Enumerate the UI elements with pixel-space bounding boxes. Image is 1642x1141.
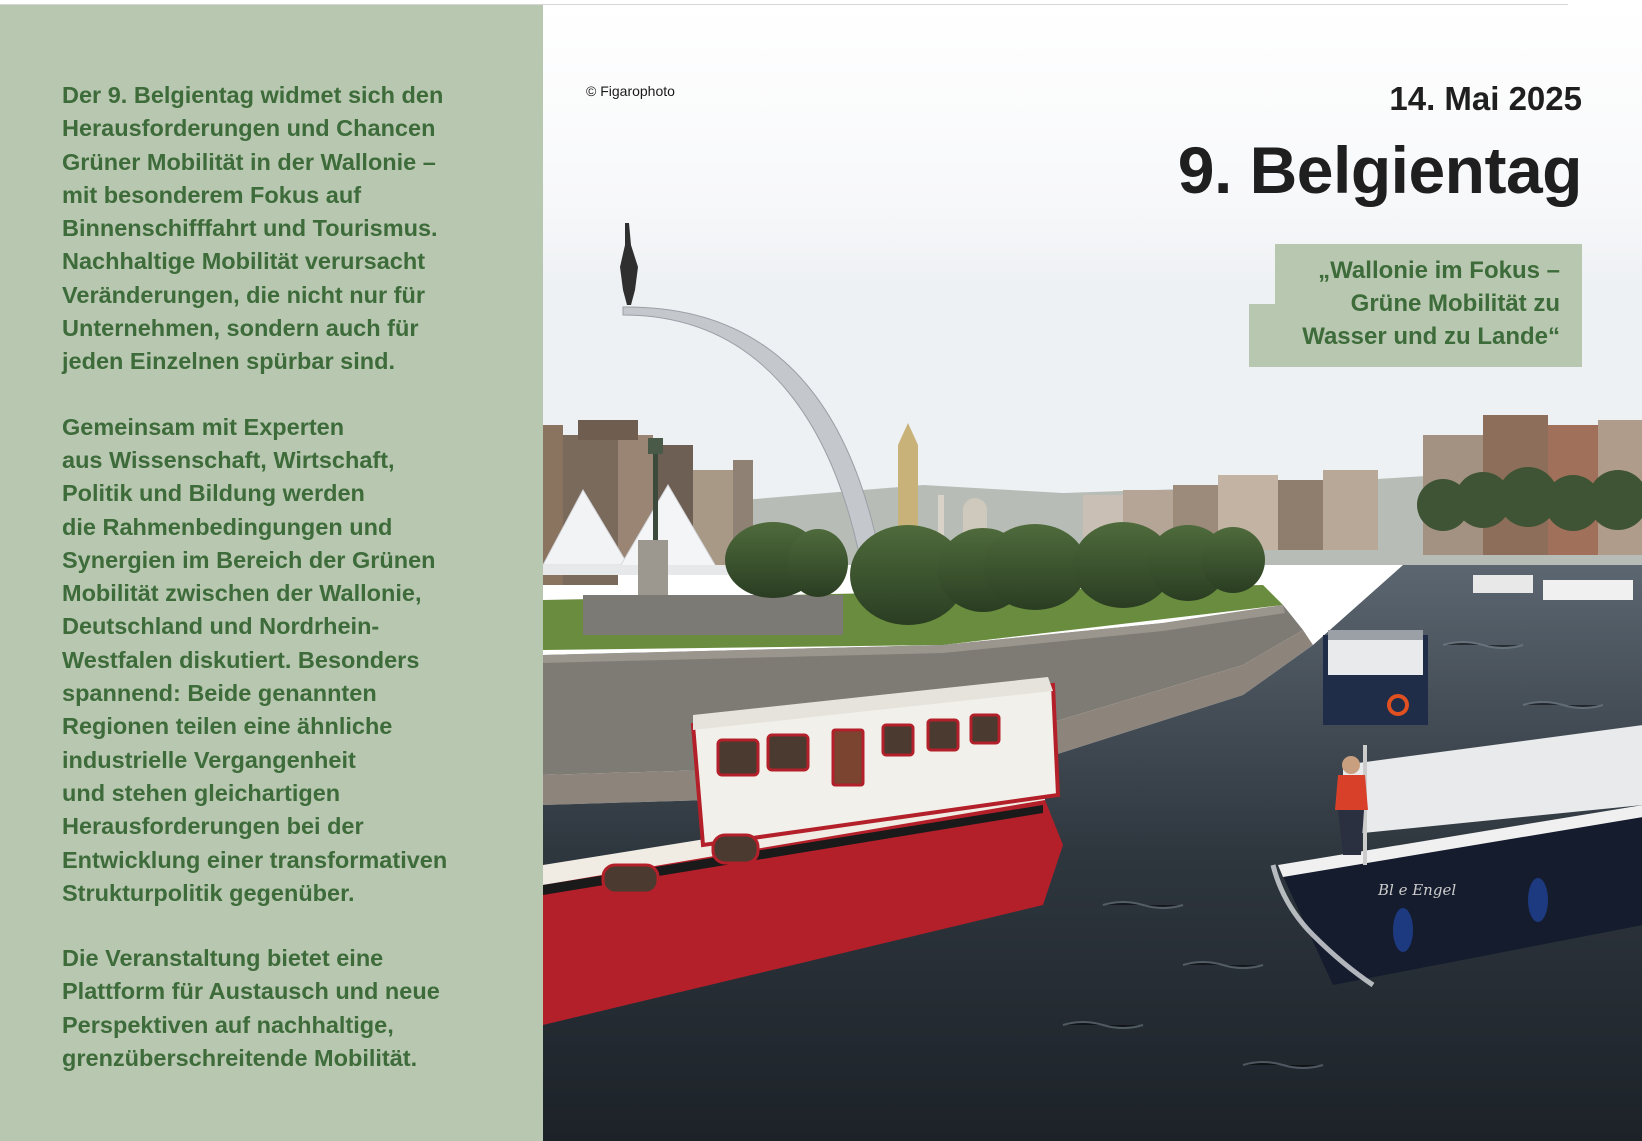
intro-paragraph-3: Die Veranstaltung bietet eine Plattform für Austausch und neue Perspektiven auf nachhaltige, grenzüberschreitende Mobilität. [62, 945, 440, 1072]
event-title: 9. Belgientag [1177, 133, 1582, 207]
event-date: 14. Mai 2025 [1389, 80, 1582, 117]
intro-text-panel [0, 5, 543, 1141]
event-subtitle: „Wallonie im Fokus – Grüne Mobilität zu Wasser und zu Lande“ [1302, 257, 1560, 350]
intro-paragraph-2: Gemeinsam mit Experten aus Wissenschaft, Wirtschaft, Politik und Bildung werden die Rahmenbedingungen und Synergien im Bereich der Grünen Mobilität zwischen der Wallonie, Deutschland und Nordrhein- Westfalen diskutiert. Besonders spannend: Beide genannten Regionen teilen eine ähnliche industrielle Vergangenheit und stehen gleichartigen Herausforderungen bei der Entwicklung einer transformativen Strukturpolitik gegenüber. [62, 413, 448, 906]
boat-name-label: Bl e Engel [1378, 881, 1457, 899]
photo-credit: © Figarophoto [586, 83, 675, 99]
intro-paragraph-1: Der 9. Belgientag widmet sich den Herausforderungen und Chancen Grüner Mobilität in der Wallonie – mit besonderem Fokus auf Binnenschifffahrt und Tourismus. Nachhaltige Mobilität verursacht Veränderungen, die nicht nur für Unternehmen, sondern auch für jeden Einzelnen spürbar sind. [62, 82, 444, 375]
